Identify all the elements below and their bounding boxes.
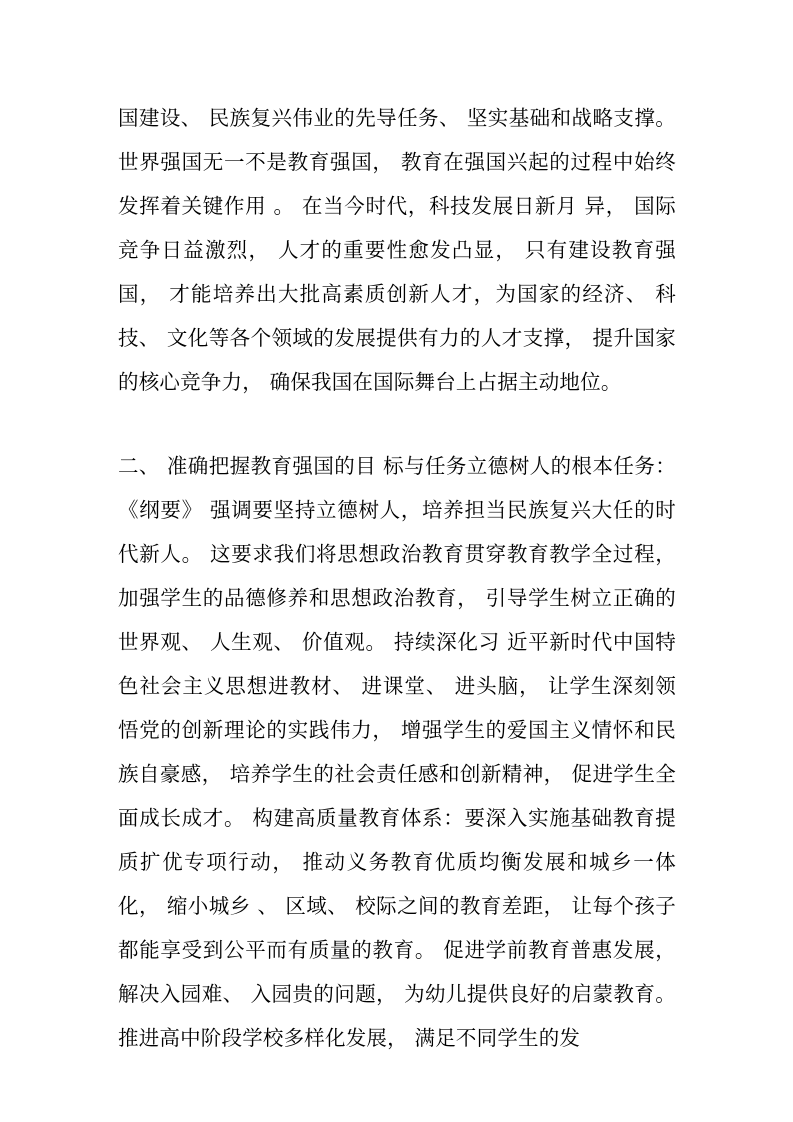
document-body <box>118 96 676 1060</box>
paragraph-continued: 国建设、 民族复兴伟业的先导任务、 坚实基础和战略支撑。 世界强国无一不是教育强国， 教育在强国兴起的过程中始终发挥着关键作用 。 在当今时代，科技发展日新月 异， 国际竞争日益激烈， 人才的重要性愈发凸显， 只有建设教育强国， 才能培养出大批高素质创新人才，为国家的经济、 科技、 文化等各个领域的发展提供有力的人才支撑， 提升国家的核心竞争力， 确保我国在国际舞台上占据主动地位。 <box>118 106 676 394</box>
paragraph-section-two: 二、 准确把握教育强国的目 标与任务立德树人的根本任务：《纲要》 强调要坚持立德树人，培养担当民族复兴大任的时代新人。 这要求我们将思想政治教育贯穿教育教学全过程， 加强学生的品德修养和思想政治教育， 引导学生树立正确的世界观、 人生观、 价值观。 持续深化习 近平新时代中国特色社会主义思想进教材、 进课堂、 进头脑， 让学生深刻领悟党的创新理论的实践伟力， 增强学生的爱国主义情怀和民族自豪感， 培养学生的社会责任感和创新精神， 促进学生全面成长成才。 构建高质量教育体系：要深入实施基础教育提质扩优专项行动， 推动义务教育优质均衡发展和城乡一体化， 缩小城乡 、 区域、 校际之间的教育差距， 让每个孩子都能享受到公平而有质量的教育。 促进学前教育普惠发展， 解决入园难、 入园贵的问题， 为幼儿提供良好的启蒙教育。 推进高中阶段学校多样化发展， 满足不同学生的发 <box>118 454 676 1050</box>
